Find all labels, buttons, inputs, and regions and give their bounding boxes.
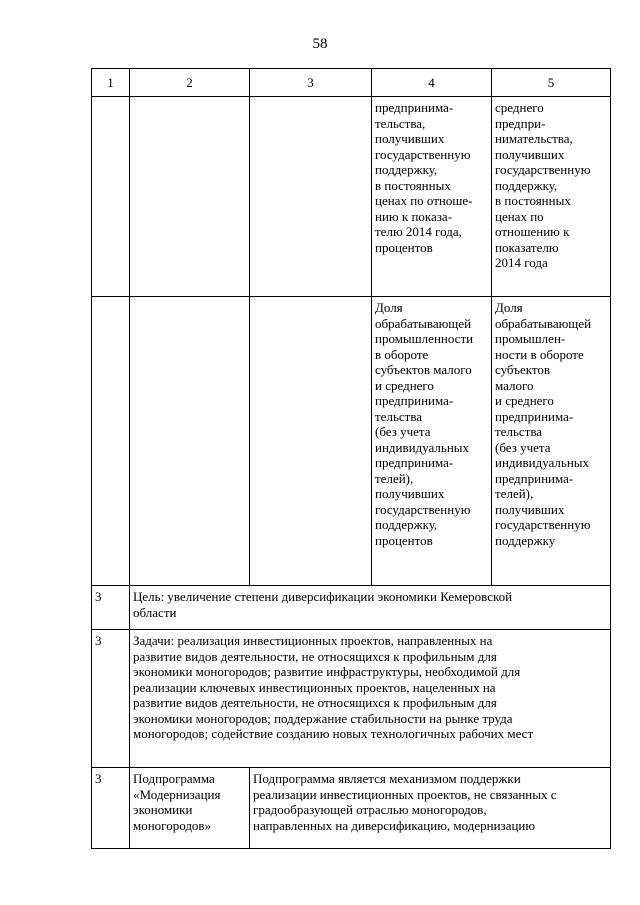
subprogram-name: Подпрограмма «Модернизация экономики моногородов» — [130, 768, 250, 849]
table-row — [92, 297, 611, 586]
table-header-row — [92, 69, 611, 97]
header-cell: 1 — [92, 69, 130, 97]
tasks-text: Задачи: реализация инвестиционных проектов, направленных на развитие видов деятельности, не относящихся к профильным для экономики моногородов; развитие инфраструктуры, необходимой для реализации ключевых инвестиционных проектов, нацеленных на развитие видов деятельности, не относящихся к профильным для экономики моногородов; поддержание стабильности на рынке труда моногородов; содействие созданию новых технологичных рабочих мест — [130, 630, 611, 768]
row-number: 3 — [92, 630, 130, 768]
indicator-cell: среднего предпри- нимательства, получивших государственную поддержку, в постоянных ценах по отношению к показателю 2014 года — [492, 97, 611, 297]
table-row — [92, 97, 611, 297]
page-number: 58 — [312, 36, 328, 52]
tasks-row — [92, 630, 611, 768]
row-number: 3 — [92, 586, 130, 630]
subprogram-row — [92, 768, 611, 849]
indicator-table — [91, 68, 611, 849]
header-cell: 5 — [492, 69, 611, 97]
header-cell: 4 — [372, 69, 492, 97]
subprogram-description: Подпрограмма является механизмом поддержки реализации инвестиционных проектов, не связанных с градообразующей отраслью моногородов, направленных на диверсификацию, модернизацию — [250, 768, 611, 849]
indicator-cell: Доля обрабатывающей промышленности в обороте субъектов малого и среднего предпринима- тельства (без учета индивидуальных предпринима- телей), получивших государственную поддержку, процентов — [372, 297, 492, 586]
goal-text: Цель: увеличение степени диверсификации экономики Кемеровской области — [130, 586, 611, 630]
indicator-cell: Доля обрабатывающей промышлен- ности в обороте субъектов малого и среднего предпринима- тельства (без учета индивидуальных предпринима- телей), получивших государственную поддержку — [492, 297, 611, 586]
goal-row — [92, 586, 611, 630]
indicator-cell: предпринима- тельства, получивших государственную поддержку, в постоянных ценах по отноше- нию к показа- телю 2014 года, процентов — [372, 97, 492, 297]
header-cell: 3 — [250, 69, 372, 97]
row-number: 3 — [92, 768, 130, 849]
header-cell: 2 — [130, 69, 250, 97]
